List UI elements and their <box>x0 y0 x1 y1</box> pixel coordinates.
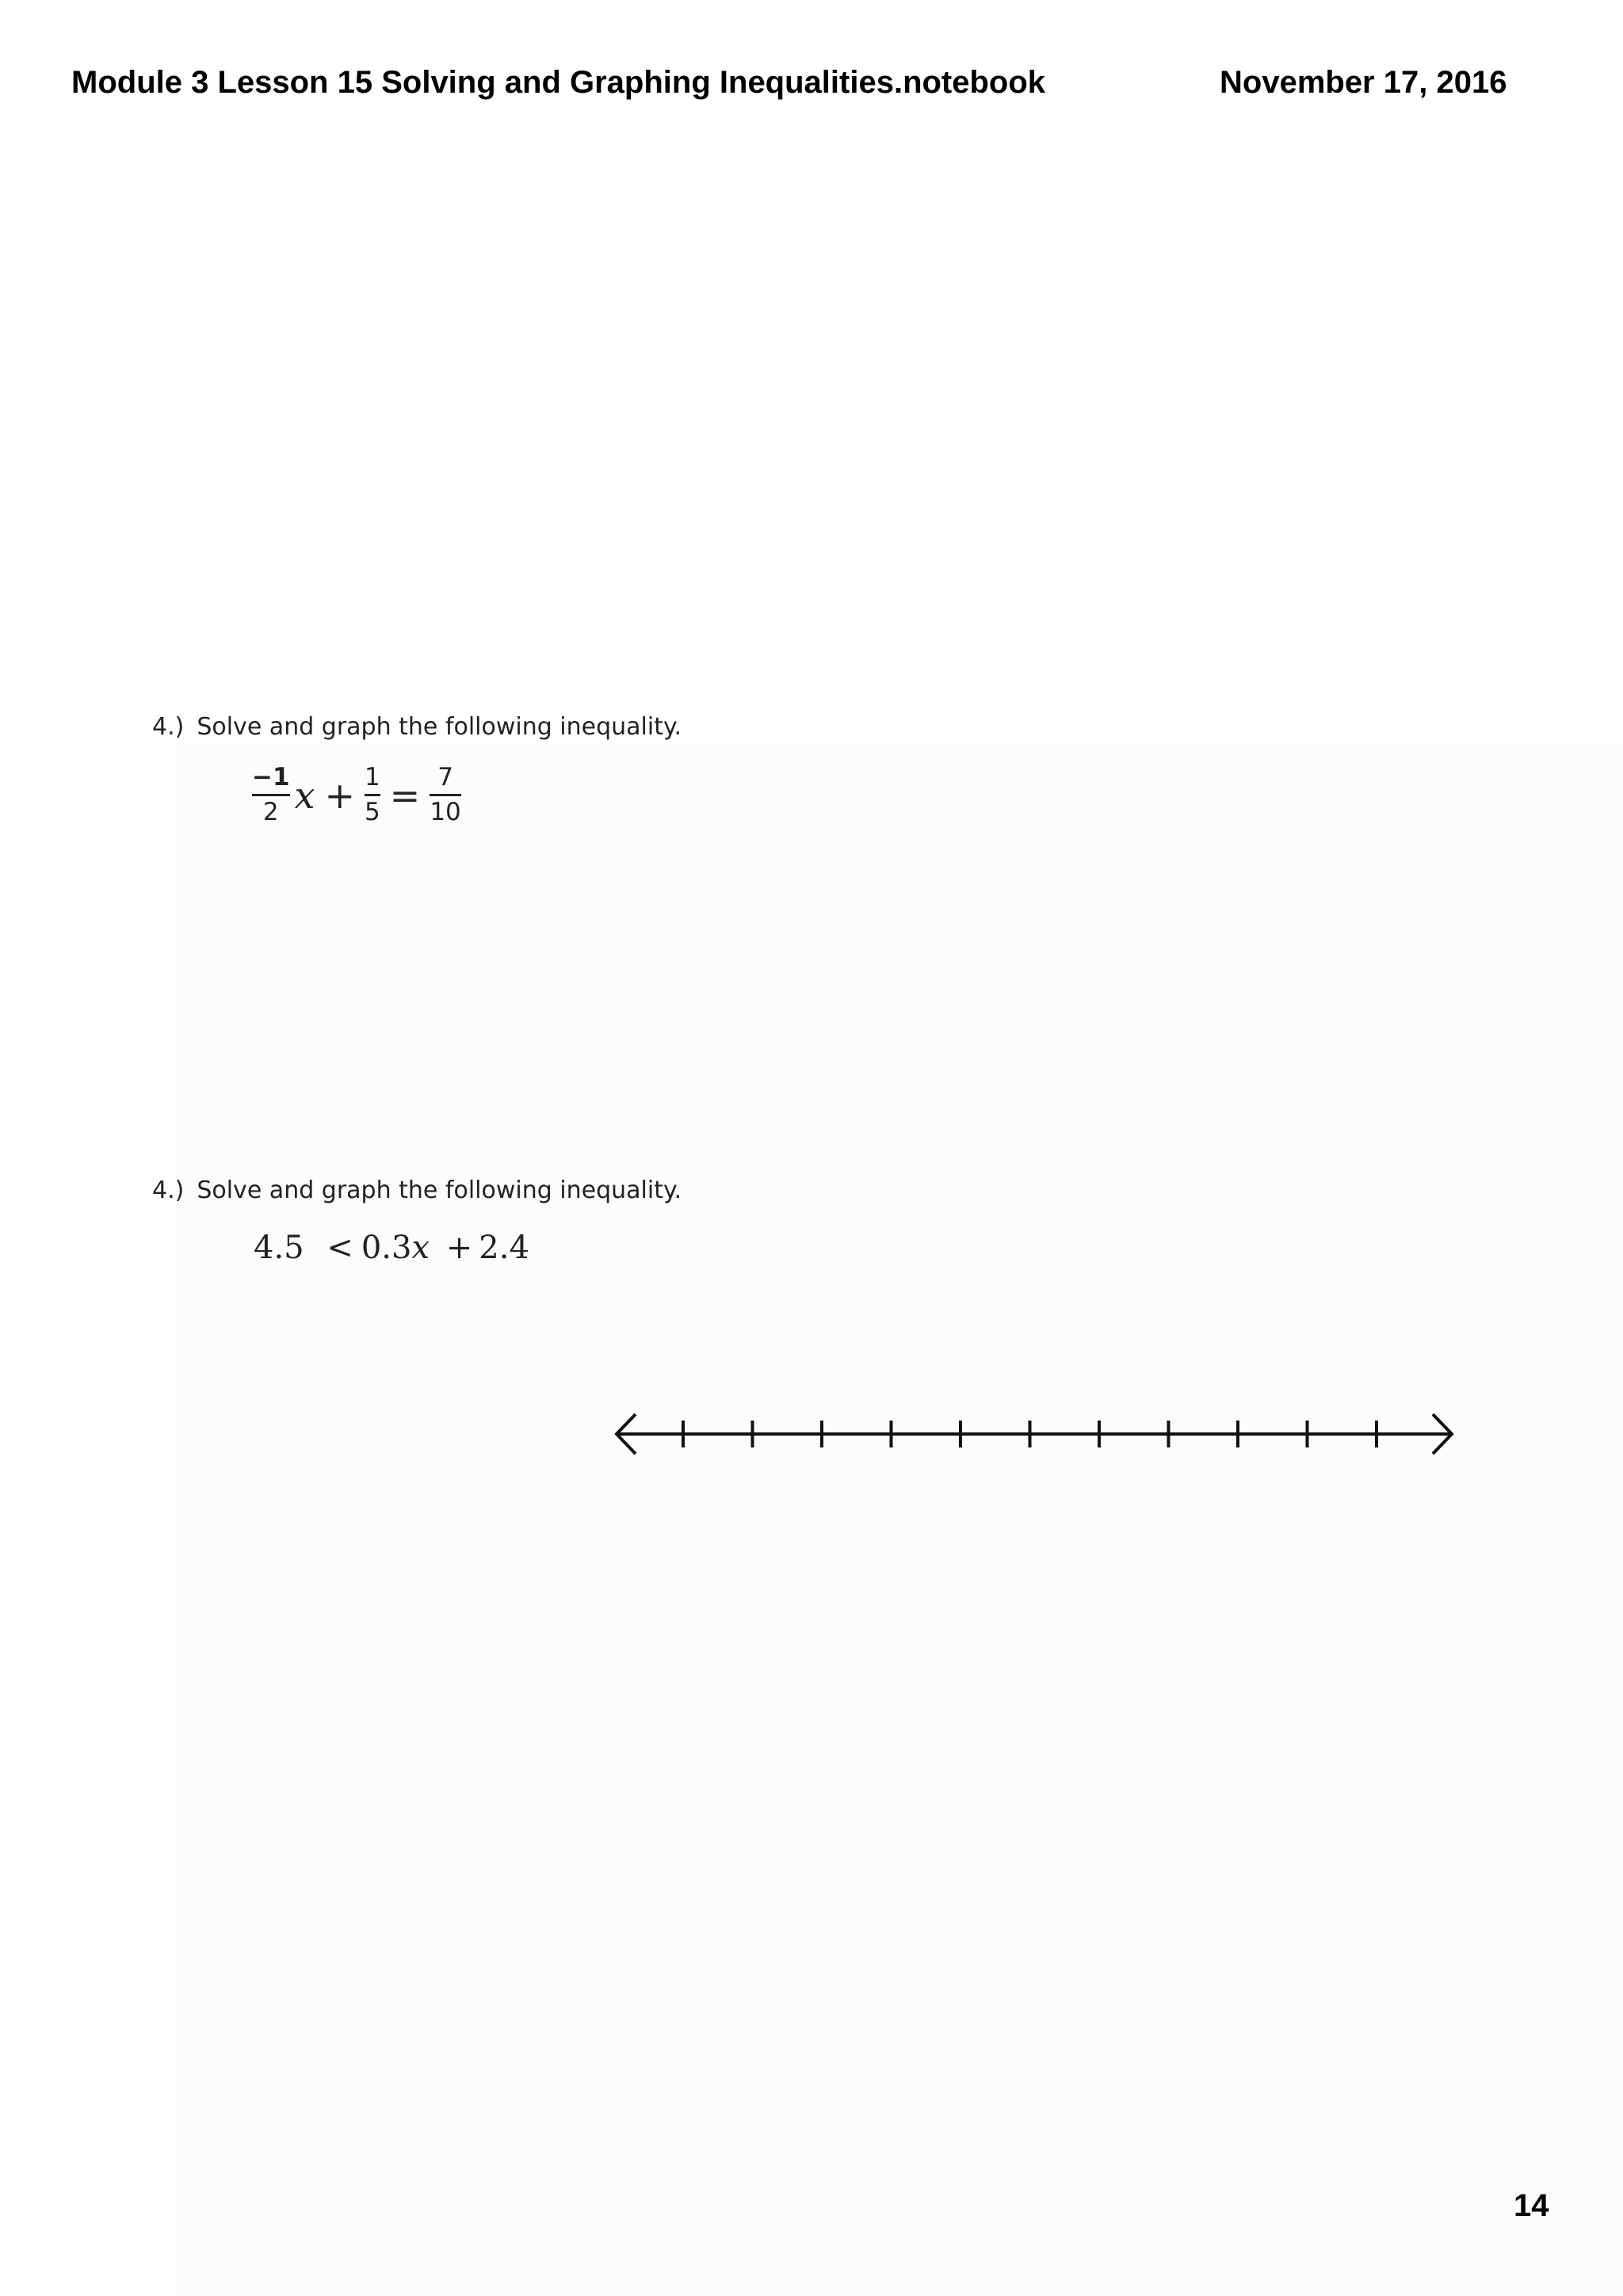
fraction-bar <box>252 794 290 796</box>
page-number: 14 <box>1514 2188 1549 2223</box>
problem-2-text: Solve and graph the following inequality. <box>197 1177 682 1204</box>
less-than-operator: < <box>327 1230 353 1266</box>
page-date: November 17, 2016 <box>1220 65 1507 100</box>
number-line <box>610 1406 1458 1462</box>
fraction-numerator: 1 <box>365 763 380 791</box>
problem-1-prompt <box>152 713 682 741</box>
fraction-bar <box>365 794 380 796</box>
fraction-numerator: −1 <box>252 763 290 791</box>
equals-operator: = <box>389 773 421 817</box>
left-value: 4.5 <box>254 1230 304 1266</box>
problem-1-text: Solve and graph the following inequality. <box>197 713 682 741</box>
constant: 2.4 <box>479 1230 529 1266</box>
page-title: Module 3 Lesson 15 Solving and Graphing Inequalities.notebook <box>71 65 1046 100</box>
plus-operator: + <box>324 773 356 817</box>
problem-1-number: 4.) <box>152 713 185 741</box>
variable-x: x <box>411 1230 430 1266</box>
problem-2-prompt <box>152 1177 682 1204</box>
fraction-numerator: 7 <box>437 763 453 791</box>
fraction-denominator: 5 <box>365 798 380 827</box>
plus-operator: + <box>445 1230 473 1266</box>
problem-2-number: 4.) <box>152 1177 185 1204</box>
fraction-denominator: 2 <box>262 798 279 827</box>
fraction-negative-one-half <box>252 763 290 827</box>
problem-2-expression <box>254 1230 529 1266</box>
content-background <box>176 745 1623 2296</box>
fraction-seven-tenths <box>430 763 460 827</box>
problem-1-expression <box>252 763 461 827</box>
fraction-denominator: 10 <box>430 798 461 827</box>
coefficient: 0.3 <box>361 1230 412 1266</box>
fraction-bar <box>430 794 460 796</box>
variable-x: x <box>294 773 315 817</box>
fraction-one-fifth <box>365 763 380 827</box>
